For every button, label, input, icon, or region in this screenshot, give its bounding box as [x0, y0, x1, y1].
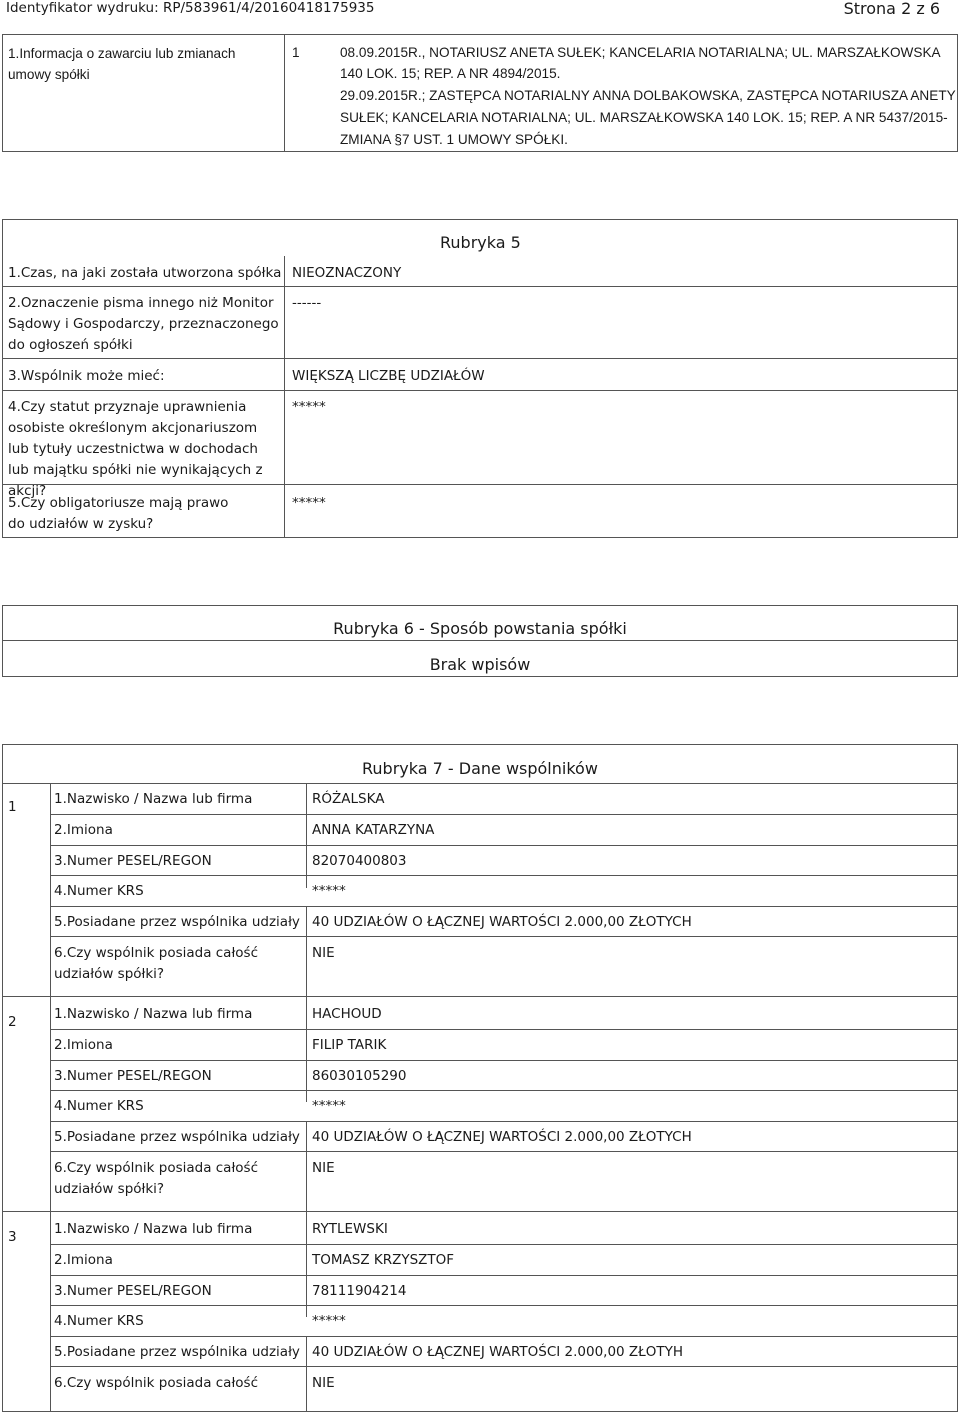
rubryka5-value-4: *****	[292, 399, 326, 415]
rubryka5-value-3: WIĘKSZĄ LICZBĘ UDZIAŁÓW	[292, 368, 485, 384]
partner-1-rule-1	[50, 814, 958, 815]
partner-2-krs: *****	[312, 1098, 346, 1114]
rubryka5-rule-1	[2, 286, 958, 287]
agreement-line-1: 08.09.2015R., NOTARIUSZ ANETA SUŁEK; KANCELARIA NOTARIALNA; UL. MARSZAŁKOWSKA	[340, 45, 941, 60]
partner-2-first: FILIP TARIK	[312, 1037, 387, 1053]
rubryka6-empty: Brak wpisów	[429, 655, 531, 674]
partner-2-rule-2	[50, 1060, 958, 1061]
agreement-info-label: 1.Informacja o zawarciu lub zmianach umowy spółki	[8, 46, 236, 82]
partner-2-divider-b	[306, 1121, 307, 1211]
partner-3-krs: *****	[312, 1313, 346, 1329]
rubryka7-number-divider	[50, 783, 51, 1412]
agreement-line-3: 29.09.2015R.; ZASTĘPCA NOTARIALNY ANNA DOLBAKOWSKA, ZASTĘPCA NOTARIUSZA ANETY	[340, 88, 956, 103]
partner-3-divider	[306, 1211, 307, 1317]
print-identifier: Identyfikator wydruku: RP/583961/4/20160418175935	[6, 0, 375, 16]
partner-1-rule-3	[50, 875, 958, 876]
partner-1-name: RÓŻALSKA	[312, 791, 385, 807]
partner-1-shares-label: 5.Posiadane przez wspólnika udziały	[54, 914, 300, 930]
partner-2-whole: NIE	[312, 1160, 335, 1176]
partner-2-number: 2	[8, 1014, 17, 1030]
partner-1-first-label: 2.Imiona	[54, 822, 113, 838]
partner-2-pesel-label: 3.Numer PESEL/REGON	[54, 1068, 212, 1084]
rubryka7-header-rule	[2, 783, 958, 784]
rubryka5-value-2: ------	[292, 295, 322, 311]
rubryka5-label-3: 3.Wspólnik może mieć:	[8, 368, 165, 384]
agreement-line-5: ZMIANA §7 UST. 1 UMOWY SPÓŁKI.	[340, 132, 568, 147]
partner-3-shares: 40 UDZIAŁÓW O ŁĄCZNEJ WARTOŚCI 2.000,00 ZŁOTYH	[312, 1344, 684, 1360]
rubryka5-label-2: 2.Oznaczenie pisma innego niż Monitor Sądowy i Gospodarczy, przeznaczonego do ogłoszeń spółki	[8, 295, 279, 353]
partner-1-shares: 40 UDZIAŁÓW O ŁĄCZNEJ WARTOŚCI 2.000,00 ZŁOTYCH	[312, 914, 692, 930]
partner-1-pesel: 82070400803	[312, 853, 407, 869]
partner-2-krs-label: 4.Numer KRS	[54, 1098, 144, 1114]
partner-2-whole-label: 6.Czy wspólnik posiada całość udziałów spółki?	[54, 1160, 259, 1197]
partner-1-pesel-label: 3.Numer PESEL/REGON	[54, 853, 212, 869]
rubryka5-value-1: NIEOZNACZONY	[292, 265, 402, 281]
rubryka5-divider	[284, 256, 285, 538]
partner-2-rule-4	[50, 1121, 958, 1122]
partner-3-first: TOMASZ KRZYSZTOF	[312, 1252, 455, 1268]
rubryka5-rule-3	[2, 390, 958, 391]
partner-3-first-label: 2.Imiona	[54, 1252, 113, 1268]
partner-1-name-label: 1.Nazwisko / Nazwa lub firma	[54, 791, 253, 807]
partner-1-whole: NIE	[312, 945, 335, 961]
partner-1-divider-b	[306, 906, 307, 996]
agreement-line-4: SUŁEK; KANCELARIA NOTARIALNA; UL. MARSZAŁKOWSKA 140 LOK. 15; REP. A NR 5437/2015-	[340, 110, 948, 125]
partner-2-rule-1	[50, 1029, 958, 1030]
partner-3-divider-b	[306, 1336, 307, 1412]
partner-1-krs: *****	[312, 883, 346, 899]
rubryka5-label-5: 5.Czy obligatoriusze mają prawo do udziałów w zysku?	[8, 495, 229, 532]
partner-1-rule-6	[2, 996, 958, 997]
partner-3-rule-2	[50, 1275, 958, 1276]
partner-1-whole-label: 6.Czy wspólnik posiada całość udziałów spółki?	[54, 945, 259, 982]
partner-2-name: HACHOUD	[312, 1006, 382, 1022]
rubryka7-title: Rubryka 7 - Dane wspólników	[362, 759, 598, 778]
partner-2-shares: 40 UDZIAŁÓW O ŁĄCZNEJ WARTOŚCI 2.000,00 ZŁOTYCH	[312, 1129, 692, 1145]
rubryka5-value-5: *****	[292, 495, 326, 511]
partner-3-rule-4	[50, 1336, 958, 1337]
partner-3-shares-label: 5.Posiadane przez wspólnika udziały	[54, 1344, 300, 1360]
agreement-info-divider	[284, 34, 285, 152]
partner-2-divider	[306, 996, 307, 1102]
partner-2-first-label: 2.Imiona	[54, 1037, 113, 1053]
partner-1-rule-4	[50, 906, 958, 907]
partner-1-divider	[306, 783, 307, 888]
partner-3-rule-1	[50, 1244, 958, 1245]
partner-3-rule-5	[50, 1366, 958, 1367]
rubryka5-label-1: 1.Czas, na jaki została utworzona spółka	[8, 265, 282, 281]
rubryka6-rule	[2, 640, 958, 641]
partner-2-name-label: 1.Nazwisko / Nazwa lub firma	[54, 1006, 253, 1022]
partner-3-whole-label: 6.Czy wspólnik posiada całość	[54, 1375, 259, 1391]
rubryka5-label-4: 4.Czy statut przyznaje uprawnienia osobiste określonym akcjonariuszom lub tytuły uczestnictwa w dochodach lub majątku spółki nie wynikających z akcji?	[8, 399, 263, 499]
partner-2-rule-6	[2, 1211, 958, 1212]
partner-2-rule-5	[50, 1151, 958, 1152]
partner-3-rule-3	[50, 1305, 958, 1306]
agreement-line-2: 140 LOK. 15; REP. A NR 4894/2015.	[340, 66, 561, 81]
partner-3-pesel-label: 3.Numer PESEL/REGON	[54, 1283, 212, 1299]
rubryka5-rule-2	[2, 358, 958, 359]
partner-1-krs-label: 4.Numer KRS	[54, 883, 144, 899]
partner-1-first: ANNA KATARZYNA	[312, 822, 435, 838]
page-number: Strona 2 z 6	[843, 0, 940, 18]
partner-2-shares-label: 5.Posiadane przez wspólnika udziały	[54, 1129, 300, 1145]
agreement-entry-number: 1	[292, 45, 300, 60]
partner-2-pesel: 86030105290	[312, 1068, 407, 1084]
partner-3-name-label: 1.Nazwisko / Nazwa lub firma	[54, 1221, 253, 1237]
partner-3-whole: NIE	[312, 1375, 335, 1391]
partner-3-number: 3	[8, 1229, 17, 1245]
rubryka6-title: Rubryka 6 - Sposób powstania spółki	[333, 619, 627, 638]
partner-3-krs-label: 4.Numer KRS	[54, 1313, 144, 1329]
partner-1-rule-2	[50, 845, 958, 846]
partner-3-pesel: 78111904214	[312, 1283, 407, 1299]
partner-1-number: 1	[8, 799, 17, 815]
partner-2-rule-3	[50, 1090, 958, 1091]
rubryka5-title: Rubryka 5	[440, 233, 521, 252]
partner-1-rule-5	[50, 936, 958, 937]
partner-3-name: RYTLEWSKI	[312, 1221, 388, 1237]
